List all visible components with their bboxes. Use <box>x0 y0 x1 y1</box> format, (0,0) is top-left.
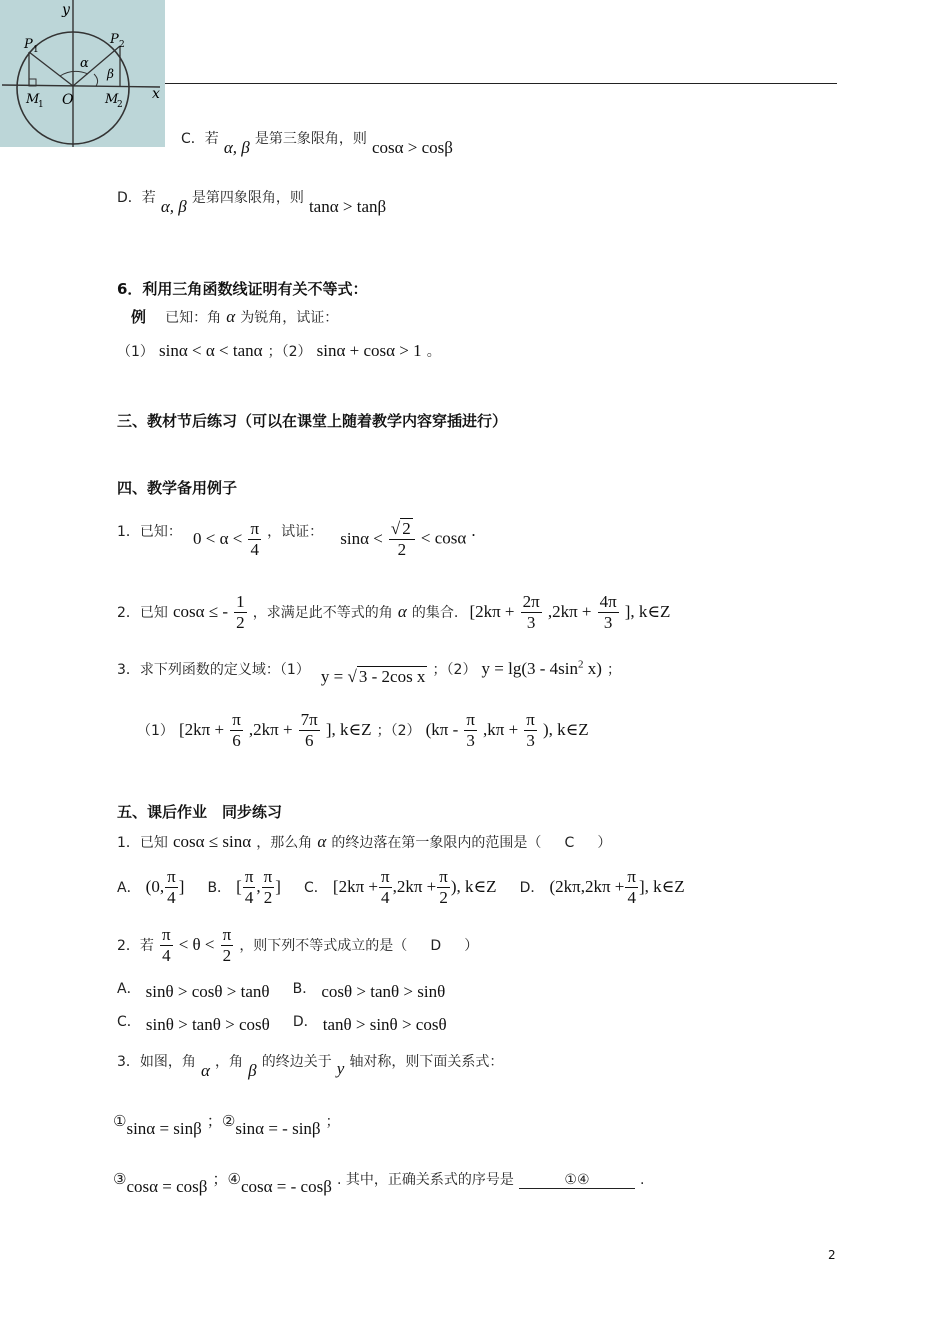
s4-q1-text: ，试证： <box>267 523 324 540</box>
rel-1: sinα = sinβ <box>126 1119 202 1138</box>
s4-q1 <box>117 518 476 560</box>
option-d-line <box>117 187 387 216</box>
s4-q3-ans1-b: ,2kπ + <box>248 720 293 739</box>
claim-1-label: （1） <box>117 344 154 360</box>
s4-q1-range: 0 < α < <box>193 528 243 548</box>
option-d-vars: α, β <box>160 197 187 216</box>
s5-q3-y: y <box>336 1059 345 1078</box>
page-number: 2 <box>828 1248 836 1262</box>
section-3-title: 三、教材节后练习（可以在课堂上随着教学内容穿插进行） <box>117 412 508 430</box>
s5-q1-var: α <box>317 832 327 851</box>
s5-q3-number: 3．如图，角 <box>117 1054 196 1070</box>
unit-circle-figure <box>0 0 165 147</box>
example-text1: 已知：角 <box>165 310 222 326</box>
s4-q2-cond: cosα ≤ - <box>173 602 229 621</box>
rel-4-marker: ；④ <box>212 1170 241 1188</box>
label-p2: P <box>110 32 119 47</box>
s4-q2-ans-frac2: $\frac{4\pi}{3}$ <box>599 592 617 632</box>
rel-2-end: ； <box>325 1114 340 1130</box>
s5-q3-beta: β <box>248 1061 257 1080</box>
rel-2-marker: ；② <box>206 1112 236 1130</box>
claim-1-math: sinα < α < tanα <box>159 341 263 360</box>
s5-q1-answer: C <box>564 835 575 851</box>
s4-q3-ans1-a: [2kπ + <box>179 720 225 739</box>
s5-q2-close: ） <box>464 938 479 954</box>
s4-q2-var: α <box>397 602 407 621</box>
example-var: α <box>226 307 236 326</box>
s5-q2-text: ，则下列不等式成立的是（ <box>239 938 408 954</box>
s4-q3-sep: ；（2） <box>432 662 477 678</box>
section-5-title: 五、课后作业 同步练习 <box>117 803 283 821</box>
label-y: y <box>62 2 70 18</box>
option-c-math: cosα > cosβ <box>371 138 453 157</box>
option-c-label: C．若 <box>181 131 219 147</box>
s5-q2: 2．若 $\frac{\pi}{4}$ < θ < $\frac{\pi}{2}$ ，则下列不等式成立的是（ D ） <box>117 925 479 965</box>
claim-2-label: ；（2） <box>267 344 312 360</box>
label-o: O <box>62 92 74 108</box>
label-m2: M <box>105 92 119 107</box>
s5-q1-b-label: B． <box>207 880 232 896</box>
s4-q3-f2-exp: 2 <box>578 658 584 671</box>
s5-q1-d-label: D． <box>519 880 545 896</box>
claim-2-math: sinα + cosα > 1 <box>316 341 422 360</box>
s5-q1-options: A． (0, $\frac{\pi}{4}$ ] B． [ $\frac{\pi}{4}$ , $\frac{\pi}{2}$ ] C． [2kπ + $\frac{\pi}{4}$ ,2kπ + $\frac{\pi}{2}$ ), k∈Z D． (2kπ,2kπ + $\frac{\pi}{4}$ ], k∈Z <box>117 867 685 907</box>
s4-q1-number: 1．已知： <box>117 523 182 540</box>
s4-q3-end: ； <box>607 662 622 678</box>
s5-q3 <box>117 1051 504 1080</box>
s5-q2-answer: D <box>430 938 442 954</box>
rel-3: cosα = cosβ <box>126 1177 208 1196</box>
label-alpha: α <box>80 56 89 71</box>
option-d-label: D．若 <box>117 190 156 206</box>
s5-q2-b-label: B． <box>292 981 317 997</box>
rel-2: sinα = - sinβ <box>235 1119 321 1138</box>
s4-q1-end: . <box>471 520 476 540</box>
label-m1: M <box>26 92 40 107</box>
s5-q2-cd <box>117 1015 447 1035</box>
s5-q1 <box>117 832 611 852</box>
s4-q3-f1: y = <box>320 667 348 686</box>
s5-q2-a: sinθ > cosθ > tanθ <box>145 982 270 1001</box>
s4-q2-ans1: [2kπ + <box>469 602 515 621</box>
label-p2-sub: 2 <box>119 40 125 50</box>
s4-q1-frac <box>248 519 261 560</box>
s5-q1-text: ，那么角 <box>256 835 313 851</box>
option-d-text: 是第四象限角，则 <box>191 190 304 206</box>
s4-q2-frac: $\frac{1}{2}$ <box>236 592 245 632</box>
s5-q1-c-label: C． <box>304 880 328 896</box>
s4-q1-frac-den: 4 <box>250 539 259 559</box>
s4-q1-cos: < cosα <box>420 528 467 548</box>
s4-q3: 3．求下列函数的定义域：（1） y = √ 3 - 2cos x ；（2） $y = \lg(3 - 4\sin^2$ x) ； <box>117 658 622 686</box>
claim-end: 。 <box>426 344 441 360</box>
s5-q1-cond: cosα ≤ sinα <box>173 832 252 851</box>
s4-q3-f2-end: x) <box>583 659 602 678</box>
s4-q2-text2: 的集合. <box>411 605 459 621</box>
label-p1: P <box>24 37 33 52</box>
s4-q3-ans1-c: ], k∈Z <box>325 720 372 739</box>
s5-q3-rel12 <box>113 1110 340 1138</box>
s4-q2-ans-frac1: $\frac{2\pi}{3}$ <box>522 592 540 632</box>
s5-q2-a-label: A． <box>117 981 141 997</box>
s5-q3-sep: ，角 <box>215 1054 244 1070</box>
s4-q3-ans2-label: ；（2） <box>376 723 421 739</box>
s4-q3-ans2-b: ,kπ + <box>483 720 519 739</box>
s4-q3-f1-radicand: 3 - 2cos x <box>358 667 426 686</box>
s5-q3-text: 的终边关于 <box>261 1054 332 1070</box>
rel-1-marker: ① <box>113 1112 127 1130</box>
label-m1-sub: 1 <box>38 100 44 110</box>
s4-q2-text: ，求满足此不等式的角 <box>252 605 393 621</box>
s4-q1-sqrt-frac: $\frac{√ 2}{2}$ <box>389 518 415 560</box>
s4-q2-number: 2．已知 <box>117 605 168 621</box>
rel-3-marker: ③ <box>113 1170 127 1188</box>
s5-q2-c-label: C． <box>117 1014 141 1030</box>
s5-q3-rel34 <box>113 1168 645 1196</box>
label-p1-sub: 1 <box>33 45 39 55</box>
s5-q1-close: ） <box>597 835 612 851</box>
s4-q1-sin: sinα < <box>340 528 383 548</box>
s5-q2-c: sinθ > tanθ > cosθ <box>145 1015 270 1034</box>
s5-q2-b: cosθ > tanθ > sinθ <box>321 982 446 1001</box>
section-4-title: 四、教学备用例子 <box>117 479 238 497</box>
rel-4: cosα = - cosβ <box>240 1177 332 1196</box>
option-c-line <box>181 128 453 157</box>
unit-circle-diagram <box>0 0 165 147</box>
section-6-title: 6．利用三角函数线证明有关不等式： <box>117 280 368 298</box>
s4-q1-sqrt-radicand: 2 <box>402 519 411 538</box>
s5-q1-a-label: A． <box>117 880 141 896</box>
s4-q3-ans1-label: （1） <box>137 723 174 739</box>
label-beta: β <box>107 67 114 81</box>
s4-q3-f2: y = lg(3 - 4sin <box>481 659 579 678</box>
s4-q3-answers: （1） [2kπ + $\frac{\pi}{6}$ ,2kπ + $\frac{7\pi}{6}$ ], k∈Z ；（2） (kπ - $\frac{\pi}{3}$ ,kπ + $\frac{\pi}{3}$ ), k∈Z <box>137 710 589 750</box>
example-label: 例 <box>131 308 147 326</box>
header-rule <box>165 83 837 84</box>
s4-q3-ans2-a: (kπ - <box>425 720 459 739</box>
s5-q3-alpha: α <box>201 1061 210 1080</box>
s4-q3-ans2-c: ), k∈Z <box>542 720 589 739</box>
s5-q2-number: 2．若 <box>117 938 154 954</box>
section-6-example <box>131 306 338 327</box>
s4-q3-number: 3．求下列函数的定义域：（1） <box>117 662 310 678</box>
s5-q3-end: . <box>640 1172 645 1188</box>
s5-q2-d: tanθ > sinθ > cosθ <box>322 1015 447 1034</box>
s5-q3-answer-blank: ①④ <box>519 1172 635 1189</box>
label-x: x <box>152 86 160 102</box>
example-text2: 为锐角，试证： <box>240 310 339 326</box>
s4-q2-ans3: ], k∈Z <box>624 602 671 621</box>
option-c-vars: α, β <box>223 138 250 157</box>
s5-q2-d-label: D． <box>292 1014 318 1030</box>
s4-q2-ans2: ,2kπ + <box>547 602 592 621</box>
s5-q3-text2: 轴对称，则下面关系式： <box>349 1054 504 1070</box>
s4-q1-sqrt-den: 2 <box>397 540 407 559</box>
s5-q2-ineq: < θ < <box>178 935 215 954</box>
section-6-claims <box>117 341 441 361</box>
s5-q3-text3: . 其中，正确关系式的序号是 <box>336 1172 514 1188</box>
s5-q2-ab <box>117 982 445 1002</box>
s4-q1-frac-num: π <box>250 518 260 538</box>
label-m2-sub: 2 <box>117 100 123 110</box>
option-c-text: 是第三象限角，则 <box>254 131 367 147</box>
option-d-math: tanα > tanβ <box>308 197 387 216</box>
s5-q1-number: 1．已知 <box>117 835 168 851</box>
s5-q1-text2: 的终边落在第一象限内的范围是（ <box>331 835 542 851</box>
s4-q2 <box>117 592 670 633</box>
